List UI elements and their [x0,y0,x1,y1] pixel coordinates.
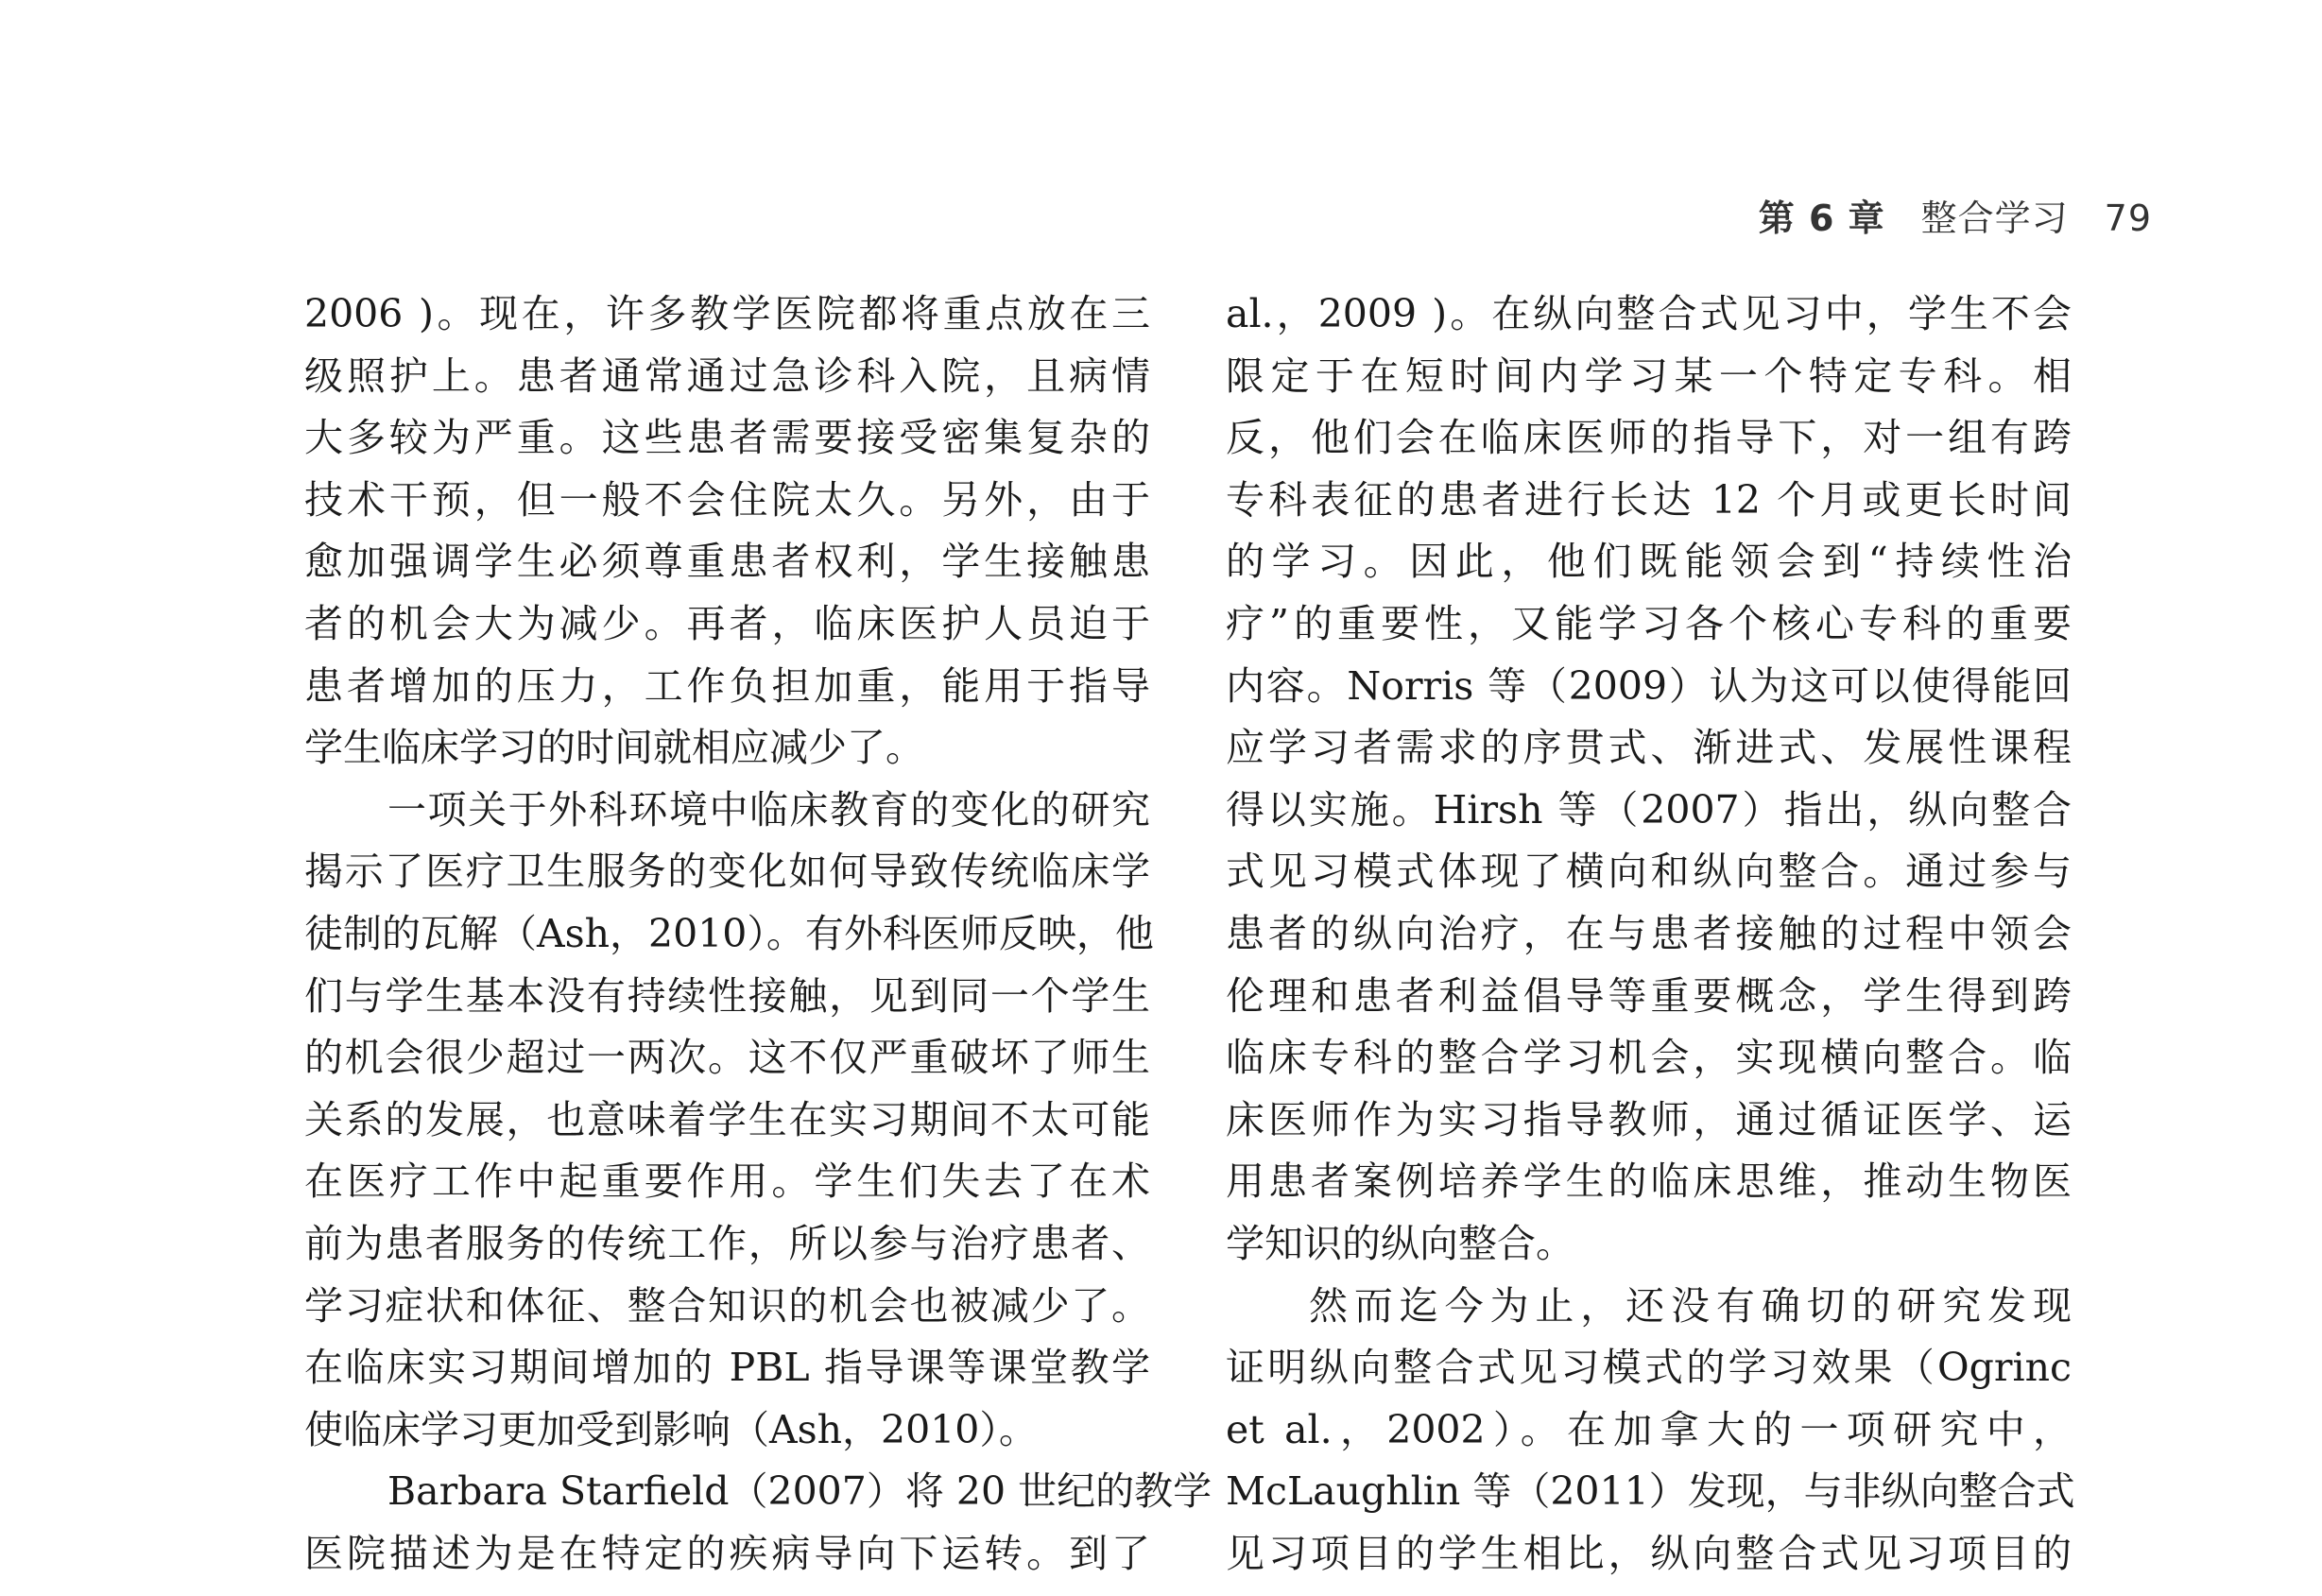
text-line: 2006 )。现在，许多教学医院都将重点放在三 [304,291,1150,336]
text-line: 者的机会大为减少。再者，临床医护人员迫于 [304,600,1150,646]
text-line: al.，2009 )。在纵向整合式见习中，学生不会 [1226,291,2072,336]
text-line: 大多较为严重。这些患者需要接受密集复杂的 [304,415,1150,461]
text-line: 学习症状和体征、整合知识的机会也被减少了。 [304,1282,1150,1329]
text-line: 医院描述为是在特定的疾病导向下运转。到了 [304,1530,1150,1576]
text-line: 用患者案例培养学生的临床思维，推动生物医 [1226,1158,2072,1205]
text-line: 在医疗工作中起重要作用。学生们失去了在术 [304,1158,1150,1205]
text-line: 然而迄今为止，还没有确切的研究发现 [1309,1282,2072,1329]
text-line: 疗”的重要性，又能学习各个核心专科的重要 [1226,600,2072,646]
text-line: 使临床学习更加受到影响（Ash，2010）。 [304,1406,1038,1452]
text-line: 技术干预，但一般不会住院太久。另外，由于 [304,476,1150,523]
running-header [1759,189,2152,241]
text-line: 关系的发展，也意味着学生在实习期间不太可能 [304,1096,1150,1142]
text-line: 应学习者需求的序贯式、渐进式、发展性课程 [1226,725,2072,771]
text-line: Barbara Starfield（2007）将 20 世纪的教学 [387,1468,1213,1515]
text-line: 在临床实习期间增加的 PBL 指导课等课堂教学 [304,1345,1150,1391]
text-line: 的学习。因此，他们既能领会到“持续性治 [1226,539,2072,585]
text-line: 患者的纵向治疗，在与患者接触的过程中领会 [1226,910,2072,956]
text-line: 学知识的纵向整合。 [1226,1220,1574,1266]
text-line: 愈加强调学生必须尊重患者权利，学生接触患 [304,539,1150,585]
left-text-column [304,283,1213,1585]
text-line: 内容。Norris 等（2009）认为这可以使得能回 [1226,662,2072,709]
text-line: 学生临床学习的时间就相应减少了。 [304,725,924,771]
text-line: 得以实施。Hirsh 等（2007）指出，纵向整合 [1226,786,2072,832]
text-line: 式见习模式体现了横向和纵向整合。通过参与 [1226,849,2072,895]
text-line: 患者增加的压力，工作负担加重，能用于指导 [304,662,1150,709]
text-line: 限定于在短时间内学习某一个特定专科。相 [1226,352,2072,399]
text-line: 前为患者服务的传统工作，所以参与治疗患者、 [304,1220,1150,1266]
chapter-title: 整合学习 [1920,197,2069,239]
text-line: 一项关于外科环境中临床教育的变化的研究 [387,786,1150,832]
chapter-label: 第 6 章 [1758,197,1885,239]
text-line: 床医师作为实习指导教师，通过循证医学、运 [1226,1096,2072,1142]
text-line: 徒制的瓦解（Ash，2010）。有外科医师反映，他 [304,910,1154,956]
text-line: 级照护上。患者通常通过急诊科入院，且病情 [304,352,1150,399]
text-line: 伦理和患者利益倡导等重要概念，学生得到跨 [1226,972,2072,1019]
text-line: 们与学生基本没有持续性接触，见到同一个学生 [304,972,1150,1019]
text-line: 揭示了医疗卫生服务的变化如何导致传统临床学 [304,849,1150,895]
text-line: McLaughlin 等（2011）发现，与非纵向整合式 [1226,1468,2075,1515]
text-line: 反，他们会在临床医师的指导下，对一组有跨 [1226,415,2072,461]
page-number: 79 [2104,197,2152,239]
text-line: 临床专科的整合学习机会，实现横向整合。临 [1226,1035,2072,1081]
text-line: 证明纵向整合式见习模式的学习效果（Ogrinc [1226,1345,2072,1391]
text-line: 见习项目的学生相比，纵向整合式见习项目的 [1226,1530,2072,1576]
text-line: 专科表征的患者进行长达 12 个月或更长时间 [1226,476,2072,523]
text-line: et al.，2002）。在加拿大的一项研究中， [1226,1406,2072,1452]
text-line: 的机会很少超过一两次。这不仅严重破坏了师生 [304,1035,1150,1081]
right-text-column [1226,283,2075,1585]
